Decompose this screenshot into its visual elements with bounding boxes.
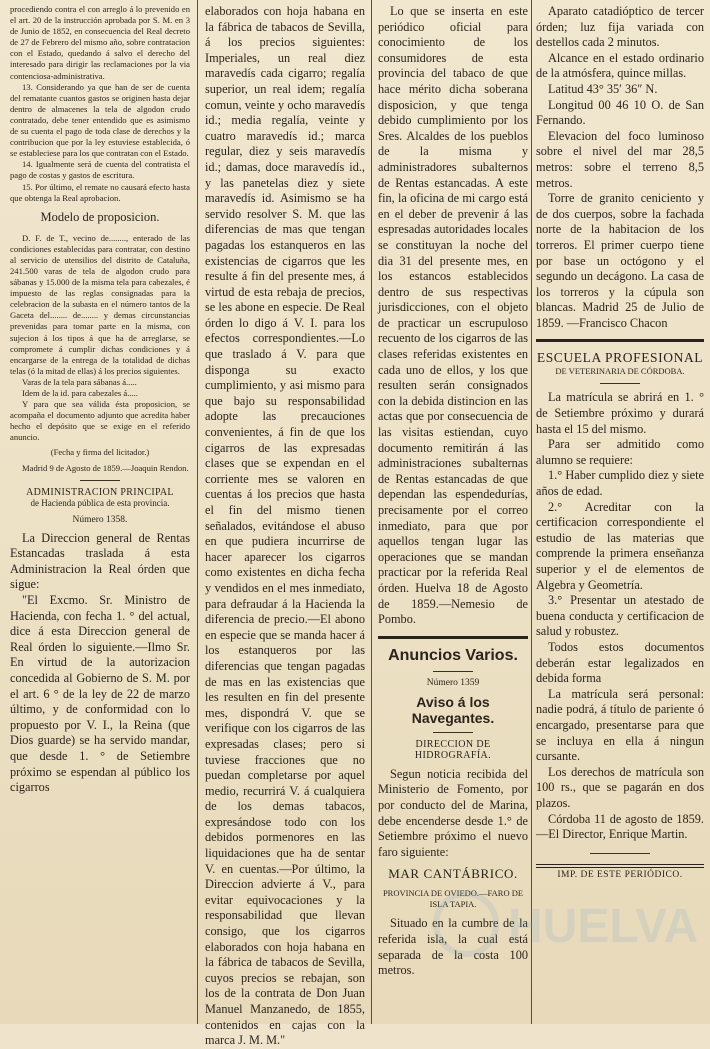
paragraph: Para ser admitido como alumno se requiere: [536, 437, 704, 467]
paragraph: La Direccion general de Rentas Estancadas traslada á esta Administracion la Real órden que sigue: [10, 530, 190, 592]
paragraph: 15. Por último, el remate no causará efecto hasta que obtenga la Real aprobacion. [10, 181, 190, 203]
paragraph: Situado en la cumbre de la referida isla, la cual está separada de la costa 100 metros. [378, 916, 528, 978]
column-2 [205, 4, 365, 1048]
paragraph: Segun noticia recibida del Ministerio de Fomento, por por conducto del de Marina, debe encenderse desde 1.° de Setiembre próximo el nuevo faro siguiente: [378, 766, 528, 859]
notice-number: Número 1359 [426, 677, 480, 688]
paragraph: Aparato catadióptico de tercer órden; luz fija variada con destellos cada 2 minutos. [536, 4, 704, 50]
divider [433, 671, 473, 672]
divider [80, 480, 120, 481]
paragraph: elaborados con hoja habana en la fábrica de tabacos de Sevilla, á los precios siguientes: Imperiales, un real diez maravedís cada cigarro; regalía superior, un real idem; regalía comun, veinte y ocho maravedís id.; media regalía, veinte y cuatro maravedís id.; marca regular, diez y seis maravedís id.; damas, doce maravedís id., y las panetelas diez y siete maravedís id. Asimismo se ha servido resolver S. M. que las diferencias de mas que tengan pagadas los estanqueros en las existencias de cigarros que les resulte á fin del presente mes, á virtud de esta rebaja de precios, se les abone en especie. De Real órden lo digo á V. I. para los efectos correspondientes.—Lo que traslado á V. para que disponga su exacto cumplimiento, y asi mismo para que bajo su responsabilidad adopte las precauciones convenientes, á fin de que los cigarros de las expresadas clases que se expendan en el corriente mes se valoren en cuentas á los precios que hasta el fin del mismo tienen señalados, evitándose el abuso en que pudiera incurrirse de hacer aparecer los cigarros como existentes en dicha fecha y vendidos en el mes inmediato, para defraudar á la Hacienda la diferencia de precio.—El abono en especie que se manda hacer á los estanqueros por las diferencias que tengan pagadas de mas en las existencias que les resulten en fin del presente mes, dispondrá V. que se verifique con los cigarros de las expresadas clases; pero si tuviese fracciones que no puedan completarse por aquel medio, recurrirá V. á cualquiera de los demas tabacos, expresándose todo con los debidos pormenores en las liquidaciones que ha de sentar V. en cuentas.—Por último, la Direccion advierte á V., para evitar equivocaciones y la responsabilidad que llevan consigo, que los cigarros elaborados con hoja habana en la fábrica de tabacos de Sevilla, cuyos precios se rebajan, son los de la contrata de Don Juan Manuel Manzanedo, de 1855, contenidos en cajas con la marca J. M. M." [205, 4, 365, 1048]
anuncios-heading: Anuncios Varios. [388, 646, 518, 664]
watermark-text: HUELVA [508, 900, 699, 953]
paragraph: Latitud 43° 35′ 36″ N. [548, 81, 658, 96]
direccion-heading: DIRECCION DE HIDROGRAFÍA. [414, 738, 492, 761]
admin-heading: ADMINISTRACION PRINCIPAL [26, 486, 174, 498]
paragraph: procediendo contra el con arreglo á lo prevenido en el art. 20 de la instrucción aprobada por S. M. en 3 de Junio de 1852, en consecuencia del Real decreto de 27 de Febrero del mismo año, sobre contratacion con el Estado, quedando á salvo el derecho del interesado para dirigir las reclamaciones por la via contenciosa-administrativa. [10, 4, 190, 81]
paragraph: Elevacion del foco luminoso sobre el nivel del mar 28,5 metros: sobre el terreno 8,5 metros. [536, 128, 704, 190]
model-line: Y para que sea válida ésta proposicion, se acompaña el documento adjunto que acredita haber hecho el depósito que se exige en el referido anuncio. [10, 399, 190, 443]
paragraph: Córdoba 11 de agosto de 1859.—El Director, Enrique Martin. [536, 811, 704, 842]
section-rule [536, 339, 704, 342]
paragraph: 1.° Haber cumplido diez y siete años de edad. [536, 468, 704, 499]
provincia-heading: PROVINCIA DE OVIEDO.—FARO DE ISLA TAPIA. [382, 888, 524, 910]
column-rule [371, 0, 372, 1024]
mar-heading: MAR CANTÁBRICO. [388, 866, 518, 882]
section-rule [378, 636, 528, 639]
divider [433, 732, 473, 733]
paragraph: Lo que se inserta en este periódico oficial para conocimiento de los consumidores de esta provincia del tabaco de que hace mérito dicha soberana disposicion, y que tenga debido cumplimiento por los Sres. Alcaldes de los pueblos de la misma y administradores subalternos de Rentas estancadas. A este fin, la oficina de mi cargo está en el deber de prevenir á las espresadas autoridades locales se constituyan la noche del dia 31 del presente mes, en los estancos establecidos dentro de sus respectivas jurisdicciones, con el objeto de practicar un escrupuloso recuento de los cigarros de las clases referidas existentes en cada uno de ellos, y los que resulten serán consignados con la debida distincion en las actas que por consecuencia de las visitas estiendan, cuyo documento remitirán á las administraciones subalternas de Rentas estancadas de que dependan las espendedurías, precisamente por el correo inmediato, para que por aquellos tengan lugar las operaciones que se mandan practicar por la referida Real órden. Huelva 18 de Agosto de 1859.—Nemesio de Pombo. [378, 4, 528, 627]
aviso-heading: Aviso á los Navegantes. [411, 693, 495, 726]
escuela-heading: ESCUELA PROFESIONAL [536, 350, 704, 366]
divider [600, 383, 640, 384]
paragraph: La matrícula se abrirá en 1. ° de Setiembre próximo y durará hasta el 15 del mismo. [536, 390, 704, 436]
notice-number: Número 1358. [72, 514, 128, 525]
paragraph: Los derechos de matrícula son 100 rs., que se pagarán en dos plazos. [536, 764, 704, 810]
paragraph: 2.° Acreditar con la certificacion correspondiente el estudio de las materias que comprende la primera enseñanza superior y el de elementos de Algebra y Geometría. [536, 499, 704, 592]
divider [590, 853, 650, 854]
signature-note: (Fecha y firma del licitador.) [50, 447, 150, 458]
paragraph: Torre de granito ceniciento y de dos cuerpos, sobre la fachada norte de la habitacion de los torreros. El primer cuerpo tiene por base un octógono y el segundo un decágono. La casa de los torreros y la cúpula son blancas. Madrid 25 de Julio de 1859. —Francisco Chacon [536, 191, 704, 330]
huelva-watermark [428, 864, 699, 984]
model-line: Varas de la tela para sábanas á..... [22, 376, 137, 387]
paragraph: La matrícula será personal: nadie podrá, á título de pariente ó encargado, presentarse para que se incluya en ella á ningun cursante. [536, 686, 704, 764]
paragraph: 3.° Presentar un atestado de buena conducta y certificacion de salud y robustez. [536, 593, 704, 639]
model-heading: Modelo de proposicion. [40, 209, 160, 224]
imprint-footer: IMP. DE ESTE PERIÓDICO. [557, 869, 683, 880]
escuela-subheading: DE VETERINARIA DE CÓRDOBA. [555, 366, 685, 377]
model-text: D. F. de T., vecino de........, enterado de las condiciones establecidas para contratar, con destino al servicio de utensilios del distrito de Cataluña, 241.500 varas de tela de algodon crudo para sábanas y 15.000 de la misma tela para cabezales, é impuesto de las reglas consignadas para la celebracion de la subasta en el número tantos de la Gaceta del........ de........ y demas circunstancias prevenidas para tomar parte en la misma, con sujecion á los tipos á que ha de arreglarse, se compromete á cumplir dichas condiciones y á encargarse de la entrega de la totalidad de dichas telas (ó la mitad de ellas) á los precios siguientes. [10, 232, 190, 376]
model-line: Idem de la id. para cabezales á..... [22, 388, 138, 398]
column-1 [10, 4, 190, 1018]
paragraph: Longitud 00 46 10 O. de San Fernando. [536, 97, 704, 128]
paragraph: 13. Considerando ya que han de ser de cuenta del rematante cuantos gastos se originen hasta dejar dentro de almacenes la tela de algodon crudo contratado, debe tener entendido que es asimismo de su cuenta el pago de toda clase de derechos y la contribucion que por la ley estuviese establecida, ó se estableciese para los que contratan con el Estado. [10, 81, 190, 159]
date-signature: Madrid 9 de Agosto de 1859.—Joaquin Rendon. [22, 462, 189, 473]
paragraph: "El Excmo. Sr. Ministro de Hacienda, con fecha 1. ° del actual, dice á esta Direccion general de Real órden lo siguiente.—Ilmo Sr. En virtud de la autorizacion concedida al Gobierno de S. M. por el art. 6 ° de la ley de 22 de marzo último, y de conformidad con lo propuesto por V. I., la Reina (que Dios guarde) se ha servido mandar, que desde 1. ° de Setiembre próximo se espendan al público los cigarros [10, 593, 190, 795]
paragraph: Todos estos documentos deberán estar legalizados en debida forma [536, 639, 704, 686]
watermark-circle [436, 894, 496, 954]
paragraph: Alcance en el estado ordinario de la atmósfera, quince millas. [536, 50, 704, 81]
admin-subheading: de Hacienda pública de esta provincia. [30, 497, 170, 508]
column-rule [197, 0, 198, 1024]
paragraph: 14. Igualmente será de cuenta del contratista el pago de costas y gastos de escritura. [10, 159, 190, 181]
